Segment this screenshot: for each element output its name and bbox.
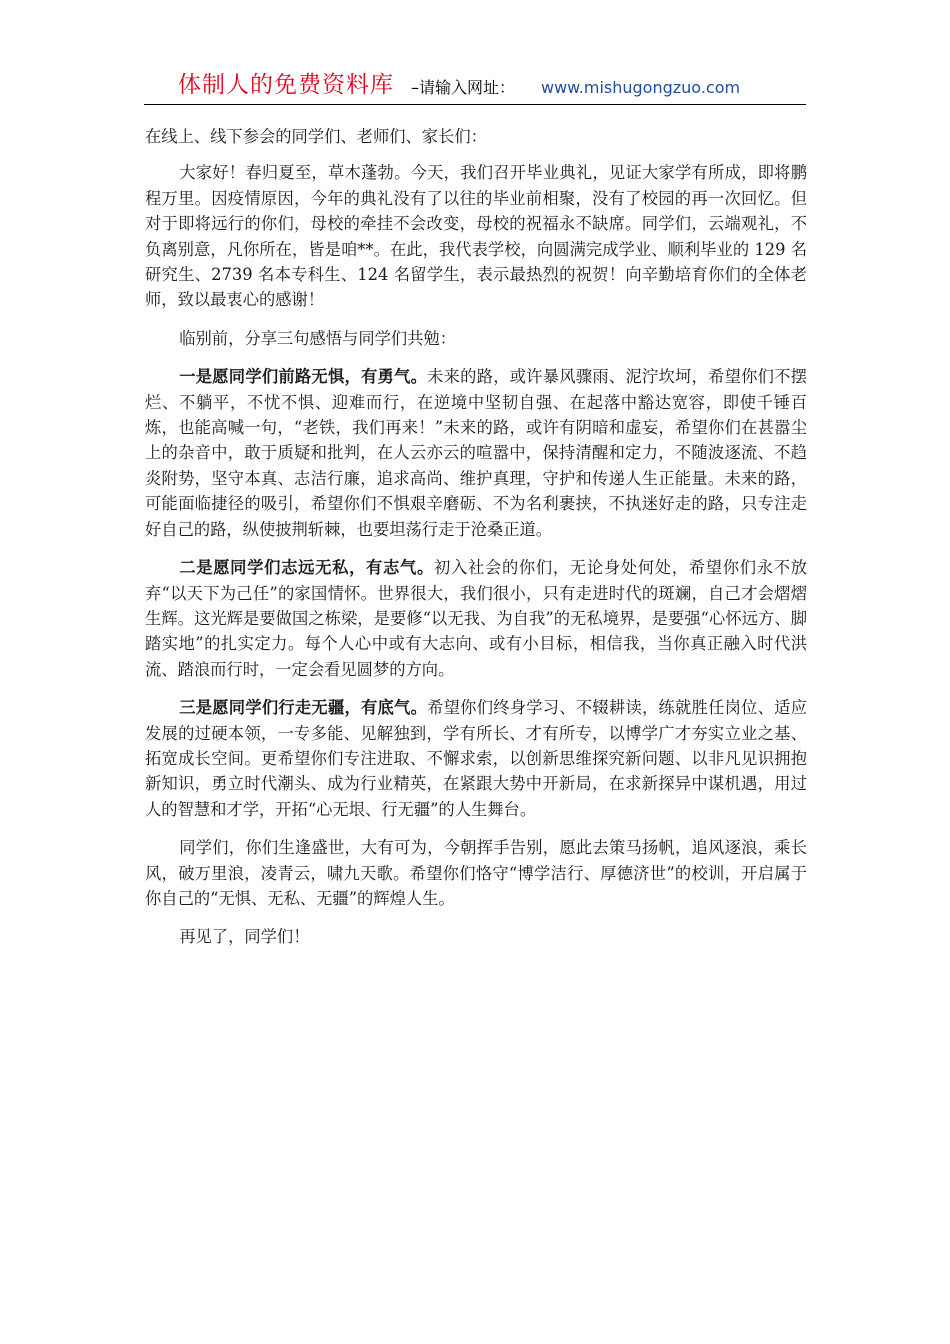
speech-body	[145, 124, 807, 963]
paragraph-confidence	[145, 695, 807, 822]
text-confidence: 希望你们终身学习、不辍耕读，练就胜任岗位、适应发展的过硬本领，一专多能、见解独到，学有所长、才有所专，以博学广才夯实立业之基、拓宽成长空间。更希望你们专注进取、不懈求索，以创新思维探究新问题、以非凡见识拥抱新知识，勇立时代潮头、成为行业精英，在紧跟大势中开新局，在求新探异中谋机遇，用过人的智慧和才学，开拓“心无垠、行无疆”的人生舞台。	[145, 698, 807, 819]
paragraph-greeting: 大家好！春归夏至，草木蓬勃。今天，我们召开毕业典礼，见证大家学有所成，即将鹏程万里。因疫情原因，今年的典礼没有了以往的毕业前相聚，没有了校园的再一次回忆。但对于即将远行的你们，母校的牵挂不会改变，母校的祝福永不缺席。同学们，云端观礼，不负离别意，凡你所在，皆是咱**。在此，我代表学校，向圆满完成学业、顺利毕业的 129 名研究生、2739 名本专科生、124 名留学生，表示最热烈的祝贺！向辛勤培育你们的全体老师，致以最衷心的感谢！	[145, 163, 807, 310]
closing-line: 再见了，同学们！	[179, 927, 310, 947]
text-courage: 未来的路，或许暴风骤雨、泥泞坎坷，希望你们不摆烂、不躺平，不忧不惧、迎难而行，在逆境中坚韧自强、在起落中豁达宽容，即使千锤百炼，也能高喊一句，“老铁，我们再来！”未来的路，或许有阴暗和虚妄，希望你们在甚嚣尘上的杂音中，敢于质疑和批判，在人云亦云的喧嚣中，保持清醒和定力，不随波逐流、不趋炎附势，坚守本真、志洁行廉，追求高尚、维护真理，守护和传递人生正能量。未来的路，可能面临捷径的吸引，希望你们不惧艰辛磨砺、不为名利裹挟，不执迷好走的路，只专注走好自己的路，纵使披荆斩棘，也要坦荡行走于沧桑正道。	[145, 367, 807, 539]
salutation: 在线上、线下参会的同学们、老师们、家长们：	[145, 127, 487, 146]
page-header	[144, 68, 806, 105]
paragraph-ambition	[145, 555, 807, 682]
paragraph-farewell: 同学们，你们生逢盛世，大有可为，今朝挥手告别，愿此去策马扬帆，追风逐浪，乘长风，破万里浪，凌青云，啸九天歌。希望你们恪守“博学洁行、厚德济世”的校训，开启属于你自己的“无惧、无私、无疆”的辉煌人生。	[145, 838, 807, 908]
text-ambition: 初入社会的你们，无论身处何处，希望你们永不放弃“以天下为己任”的家国情怀。世界很大，我们很小，只有走进时代的斑斓，自己才会熠熠生辉。这光辉是要做国之栋梁，是要修“以无我、为自我”的无私境界，是要强“心怀远方、脚踏实地”的扎实定力。每个人心中或有大志向、或有小目标，相信我，当你真正融入时代洪流、踏浪而行时，一定会看见圆梦的方向。	[145, 558, 807, 679]
lead-ambition: 二是愿同学们志远无私，有志气。	[179, 558, 434, 578]
paragraph-intro: 临别前，分享三句感悟与同学们共勉：	[179, 328, 457, 348]
header-brand-title: 体制人的免费资料库	[178, 72, 394, 98]
header-url-link[interactable]: www.mishugongzuo.com	[541, 78, 741, 97]
header-url-prompt: –请输入网址：	[411, 78, 516, 97]
paragraph-courage	[145, 364, 807, 542]
lead-confidence: 三是愿同学们行走无疆，有底气。	[179, 698, 428, 718]
lead-courage: 一是愿同学们前路无惧，有勇气。	[179, 367, 428, 387]
